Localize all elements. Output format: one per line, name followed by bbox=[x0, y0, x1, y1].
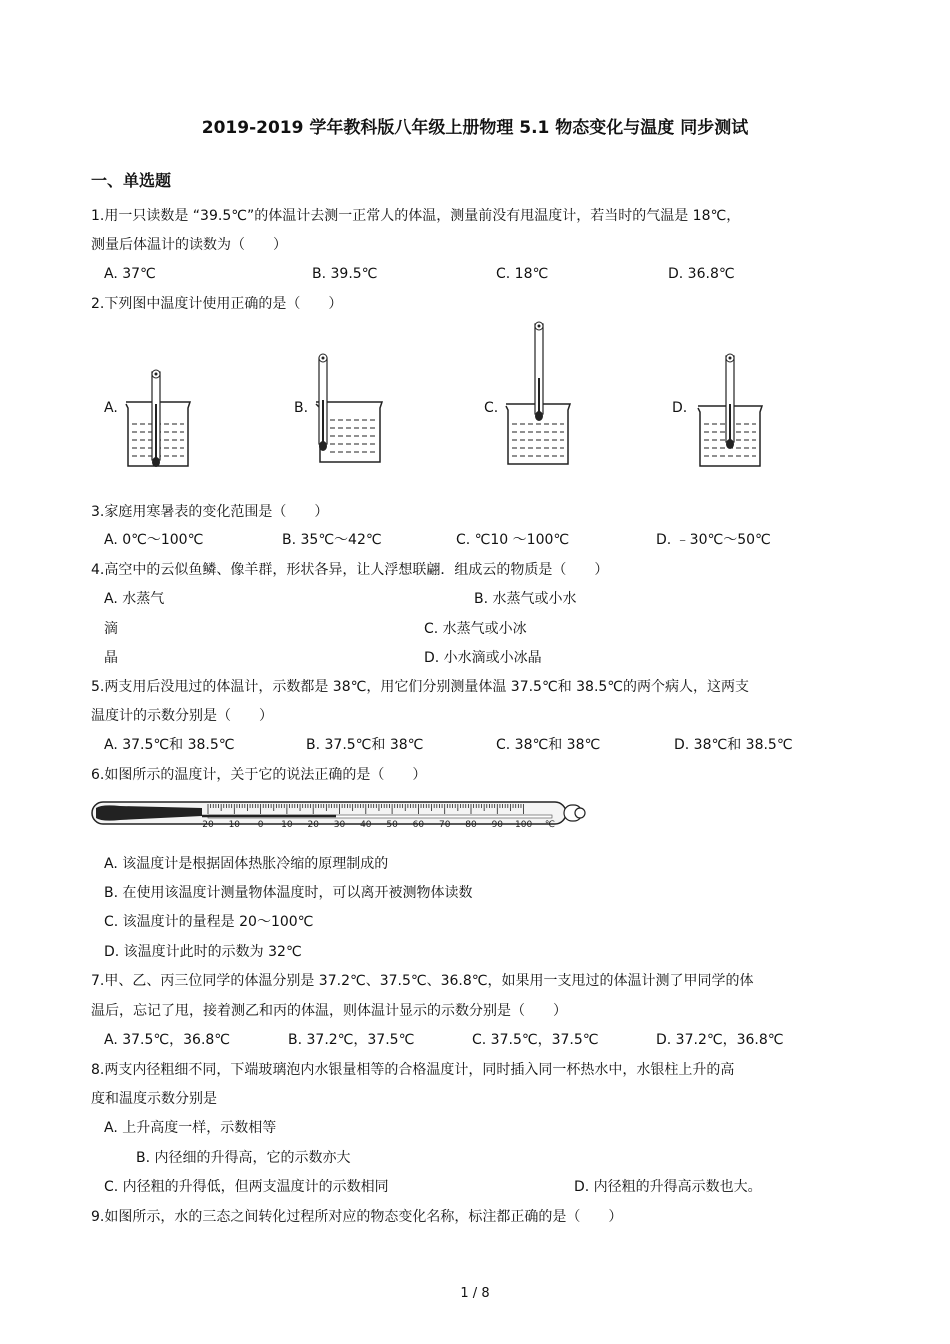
scale-label: 30 bbox=[333, 820, 346, 830]
q8-stem-line2: 度和温度示数分别是 bbox=[91, 1091, 217, 1107]
scale-label: 60 bbox=[412, 820, 425, 830]
q1-stem-line1: 1.用一只读数是 “39.5℃”的体温计去测一正常人的体温，测量前没有甩温度计，若当时的气温是 18℃， bbox=[91, 208, 741, 224]
q4-option-c-continued: 晶 bbox=[104, 650, 118, 666]
q7-stem-line2: 温后，忘记了甩，接着测乙和丙的体温，则体温计显示的示数分别是（ ） bbox=[91, 1003, 567, 1019]
q7-stem-line1: 7.甲、乙、丙三位同学的体温分别是 37.2℃、37.5℃、36.8℃，如果用一支甩过的体温计测了甲同学的体 bbox=[91, 973, 754, 989]
q7-option-d: D. 37.2℃，36.8℃ bbox=[656, 1032, 784, 1048]
q5-option-c: C. 38℃和 38℃ bbox=[496, 737, 601, 753]
beaker-thermometer-figure-d bbox=[690, 350, 770, 468]
q5-stem-line1: 5.两支用后没甩过的体温计，示数都是 38℃，用它们分别测量体温 37.5℃和 38.5℃的两个病人，这两支 bbox=[91, 679, 750, 695]
q5-option-b: B. 37.5℃和 38℃ bbox=[306, 737, 424, 753]
q4-option-a: A. 水蒸气 bbox=[104, 591, 165, 607]
q2-option-d: D. bbox=[672, 400, 688, 416]
q8-option-a: A. 上升高度一样，示数相等 bbox=[104, 1120, 277, 1136]
section-heading: 一、单选题 bbox=[91, 171, 172, 190]
q1-option-c: C. 18℃ bbox=[496, 266, 549, 282]
q7-option-c: C. 37.5℃，37.5℃ bbox=[472, 1032, 599, 1048]
beaker-thermometer-figure-b bbox=[310, 350, 390, 468]
scale-label: 80 bbox=[465, 820, 477, 830]
q2-option-a: A. bbox=[104, 400, 118, 416]
q8-option-b: B. 内径细的升得高，它的示数亦大 bbox=[136, 1150, 351, 1166]
scale-label: 90 bbox=[491, 820, 504, 830]
q1-option-a: A. 37℃ bbox=[104, 266, 156, 282]
q5-option-d: D. 38℃和 38.5℃ bbox=[674, 737, 793, 753]
scale-label: 100 bbox=[515, 820, 533, 830]
scale-label: 70 bbox=[438, 820, 451, 830]
q6-stem: 6.如图所示的温度计，关于它的说法正确的是（ ） bbox=[91, 767, 427, 783]
q5-stem-line2: 温度计的示数分别是（ ） bbox=[91, 708, 273, 724]
q8-option-d: D. 内径粗的升得高示数也大。 bbox=[574, 1179, 762, 1195]
q1-option-b: B. 39.5℃ bbox=[312, 266, 378, 282]
q8-stem-line1: 8.两支内径粗细不同，下端玻璃泡内水银量相等的合格温度计，同时插入同一杯热水中，水银柱上升的高 bbox=[91, 1062, 735, 1078]
q6-option-a: A. 该温度计是根据固体热胀冷缩的原理制成的 bbox=[104, 856, 389, 872]
page-title: 2019-2019 学年教科版八年级上册物理 5.1 物态变化与温度 同步测试 bbox=[201, 118, 749, 138]
q3-option-a: A. 0℃～100℃ bbox=[104, 532, 204, 548]
q4-option-d: D. 小水滴或小冰晶 bbox=[424, 650, 542, 666]
q3-option-c: C. ℃10￼ ～100℃ bbox=[456, 532, 570, 548]
q4-option-c: C. 水蒸气或小冰 bbox=[424, 621, 527, 637]
scale-label: 50 bbox=[386, 820, 398, 830]
q8-option-c: C. 内径粗的升得低，但两支温度计的示数相同 bbox=[104, 1179, 389, 1195]
scale-label: 20 bbox=[307, 820, 319, 830]
scale-label: 10 bbox=[228, 820, 241, 830]
q4-option-b-continued: 滴 bbox=[104, 621, 118, 637]
scale-label: 0 bbox=[257, 820, 264, 830]
q2-stem: 2.下列图中温度计使用正确的是（ ） bbox=[91, 296, 343, 312]
beaker-thermometer-figure-c bbox=[498, 318, 578, 468]
q6-option-b: B. 在使用该温度计测量物体温度时，可以离开被测物体读数 bbox=[104, 885, 473, 901]
q6-option-d: D. 该温度计此时的示数为 32℃ bbox=[104, 944, 302, 960]
q2-option-b: B. bbox=[294, 400, 309, 416]
q2-option-c: C. bbox=[484, 400, 499, 416]
q7-option-a: A. 37.5℃，36.8℃ bbox=[104, 1032, 231, 1048]
beaker-thermometer-figure-a bbox=[118, 364, 198, 472]
scale-label: ℃ bbox=[544, 820, 555, 830]
q7-option-b: B. 37.2℃，37.5℃ bbox=[288, 1032, 415, 1048]
q1-option-d: D. 36.8℃ bbox=[668, 266, 735, 282]
q4-stem: 4.高空中的云似鱼鳞、像羊群，形状各异，让人浮想联翩．组成云的物质是（ ） bbox=[91, 562, 609, 578]
q3-stem: 3.家庭用寒暑表的变化范围是（ ） bbox=[91, 504, 329, 520]
scale-label: 40 bbox=[360, 820, 372, 830]
q3-option-d: D. ﹣30℃～50℃ bbox=[656, 532, 771, 548]
q1-stem-line2: 测量后体温计的读数为（ ） bbox=[91, 237, 287, 253]
scale-label: 20 bbox=[202, 820, 214, 830]
q6-option-c: C. 该温度计的量程是 20～100℃ bbox=[104, 914, 314, 930]
page-number: 1 / 8 bbox=[460, 1286, 490, 1301]
q5-option-a: A. 37.5℃和 38.5℃ bbox=[104, 737, 235, 753]
q3-option-b: B. 35℃～42℃ bbox=[282, 532, 382, 548]
q4-option-b: B. 水蒸气或小水 bbox=[474, 591, 577, 607]
horizontal-thermometer-figure bbox=[90, 796, 594, 832]
scale-label: 10 bbox=[281, 820, 293, 830]
q9-stem: 9.如图所示，水的三态之间转化过程所对应的物态变化名称，标注都正确的是（ ） bbox=[91, 1209, 623, 1225]
